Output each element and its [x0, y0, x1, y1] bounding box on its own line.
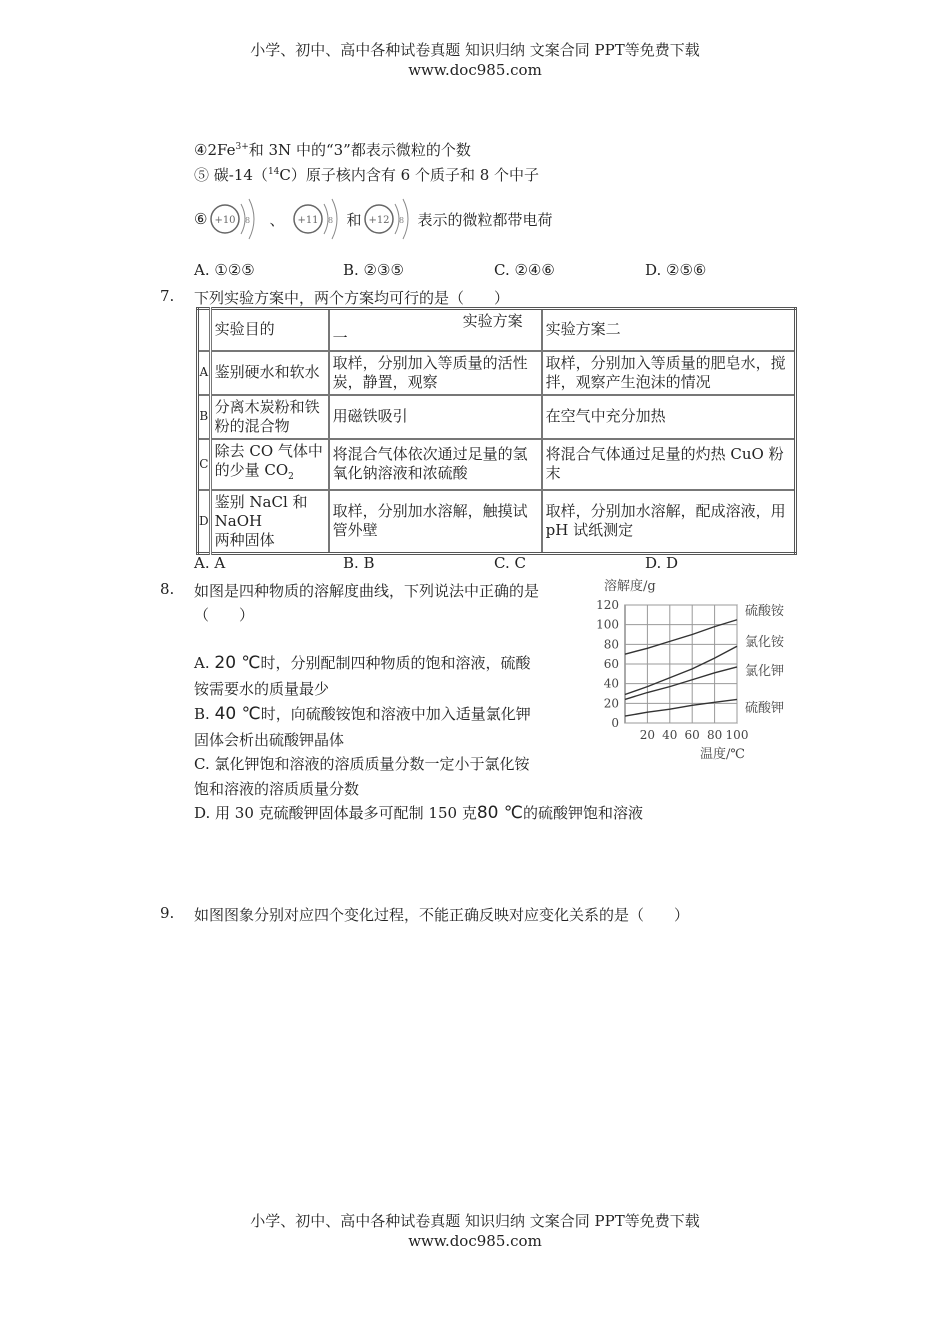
svg-text:+10: +10: [214, 215, 237, 226]
ion-diagram: [361, 194, 417, 244]
q7-number: 7.: [160, 287, 175, 305]
x-tick-label: 40: [662, 728, 678, 742]
y-tick-label: 60: [603, 657, 619, 671]
header-plan2: 实验方案二: [542, 309, 796, 351]
q8-option-c-cont: 饱和溶液的溶质质量分数: [194, 780, 360, 798]
footer-url: www.doc985.com: [408, 1232, 542, 1250]
row-plan1: 取样，分别加入等质量的活性炭，静置，观察: [329, 351, 542, 395]
table-row: [198, 395, 796, 439]
q8-option-b-cont: 固体会析出硫酸钾晶体: [194, 731, 345, 749]
q6-item5: ⑤ 碳-14（$^{14}$C）原子核内含有 6 个质子和 8 个中子: [194, 166, 540, 184]
q8-option-a[interactable]: A. 20 ℃时，分别配制四种物质的饱和溶液，硫酸: [194, 653, 531, 673]
q8-option-c[interactable]: C. 氯化钾饱和溶液的溶质质量分数一定小于氯化铵: [194, 755, 530, 773]
q6-option-c[interactable]: C. ②④⑥: [494, 261, 555, 279]
q8-option-b[interactable]: B. 40 ℃时，向硫酸铵饱和溶液中加入适量氯化钾: [194, 704, 531, 724]
ion-diagram: [290, 194, 346, 244]
row-plan1: 将混合气体依次通过足量的氢氧化钠溶液和浓硫酸: [329, 439, 542, 490]
row-goal: 除去 CO 气体中的少量 $CO_2$: [210, 439, 329, 490]
q6-option-d[interactable]: D. ②⑤⑥: [645, 261, 707, 279]
q6-item4: $④2Fe^{3+}$和 3N 中的“3”都表示微粒的个数: [194, 141, 471, 159]
solubility-chart: [590, 570, 800, 770]
series-label: 硫酸铵: [745, 604, 785, 619]
header-goal: 实验目的: [210, 309, 329, 351]
table-row: [198, 490, 796, 554]
svg-text:+12: +12: [368, 215, 391, 226]
q7-option-d[interactable]: D. D: [645, 554, 679, 572]
svg-text:8: 8: [245, 216, 251, 225]
q8-option-d[interactable]: D. 用 30 克硫酸钾固体最多可配制 150 克80 ℃的硫酸钾饱和溶液: [194, 803, 643, 823]
q8-option-a-cont: 铵需要水的质量最少: [194, 680, 330, 698]
footer-line1: 小学、初中、高中各种试卷真题 知识归纳 文案合同 PPT等免费下载: [250, 1212, 700, 1230]
table-header-row: [198, 309, 796, 351]
row-plan2: 取样，分别加入等质量的肥皂水，搅拌，观察产生泡沫的情况: [542, 351, 796, 395]
x-tick-label: 80: [706, 728, 723, 742]
row-plan1: 取样，分别加水溶解，触摸试管外壁: [329, 490, 542, 554]
x-tick-label: 100: [725, 728, 749, 742]
q6-option-a[interactable]: A. ①②⑤: [194, 261, 255, 279]
q8-stem: 如图是四种物质的溶解度曲线，下列说法中正确的是: [194, 582, 540, 600]
table-row: [198, 351, 796, 395]
row-letter: D: [198, 490, 211, 554]
y-tick-label: 0: [611, 716, 619, 730]
x-axis-label: 温度/℃: [700, 747, 745, 762]
q6-option-b[interactable]: B. ②③⑤: [343, 261, 404, 279]
y-tick-label: 80: [603, 637, 619, 652]
y-tick-label: 40: [603, 676, 619, 691]
table-row: [198, 439, 796, 490]
q9-stem: 如图图象分别对应四个变化过程，不能正确反映对应变化关系的是（ ）: [194, 906, 690, 924]
q7-table: [196, 307, 797, 555]
header-url: www.doc985.com: [408, 61, 542, 79]
header-plan1-text: 实验方案一: [332, 311, 523, 347]
series-label: 硫酸钾: [745, 701, 785, 716]
svg-text:+11: +11: [297, 215, 320, 226]
y-tick-label: 120: [596, 598, 619, 612]
y-axis-label: 溶解度/g: [604, 579, 656, 594]
series-line-氯化铵: [625, 646, 737, 694]
row-goal: 鉴别 NaCl 和 NaOH 两种固体: [210, 490, 329, 554]
row-plan2: 取样，分别加水溶解，配成溶液，用 pH 试纸测定: [542, 490, 796, 554]
q7-option-c[interactable]: C. C: [494, 554, 526, 572]
q8-number: 8.: [160, 580, 175, 598]
row-goal: 鉴别硬水和软水: [210, 351, 329, 395]
header-plan1: [329, 309, 542, 351]
q7-option-a[interactable]: A. A: [194, 554, 226, 572]
row-letter: B: [198, 395, 211, 439]
q7-stem: 下列实验方案中，两个方案均可行的是（ ）: [194, 289, 510, 307]
y-tick-label: 100: [596, 617, 619, 632]
q6-item6: ⑥ +10 8 、 +11 8 和 +12 8 表示的微粒都带电荷: [194, 194, 553, 244]
q9-number: 9.: [160, 904, 175, 922]
row-letter: C: [198, 439, 211, 490]
ion-diagram: [207, 194, 263, 244]
row-plan1: 用磁铁吸引: [329, 395, 542, 439]
series-label: 氯化钾: [745, 664, 785, 679]
x-tick-label: 60: [684, 728, 700, 742]
q7-option-b[interactable]: B. B: [343, 554, 375, 572]
series-line-硫酸钾: [625, 699, 737, 716]
svg-text:8: 8: [328, 216, 334, 225]
row-plan2: 在空气中充分加热: [542, 395, 796, 439]
row-letter: A: [198, 351, 211, 395]
row-plan2: 将混合气体通过足量的灼热 CuO 粉末: [542, 439, 796, 490]
x-tick-label: 20: [639, 728, 656, 742]
row-goal: 分离木炭粉和铁粉的混合物: [210, 395, 329, 439]
y-tick-label: 20: [603, 696, 619, 711]
svg-text:8: 8: [399, 216, 405, 225]
q8-stem-paren: （ ）: [194, 606, 255, 624]
header-line1: 小学、初中、高中各种试卷真题 知识归纳 文案合同 PPT等免费下载: [250, 41, 700, 59]
series-label: 氯化铵: [745, 635, 785, 650]
